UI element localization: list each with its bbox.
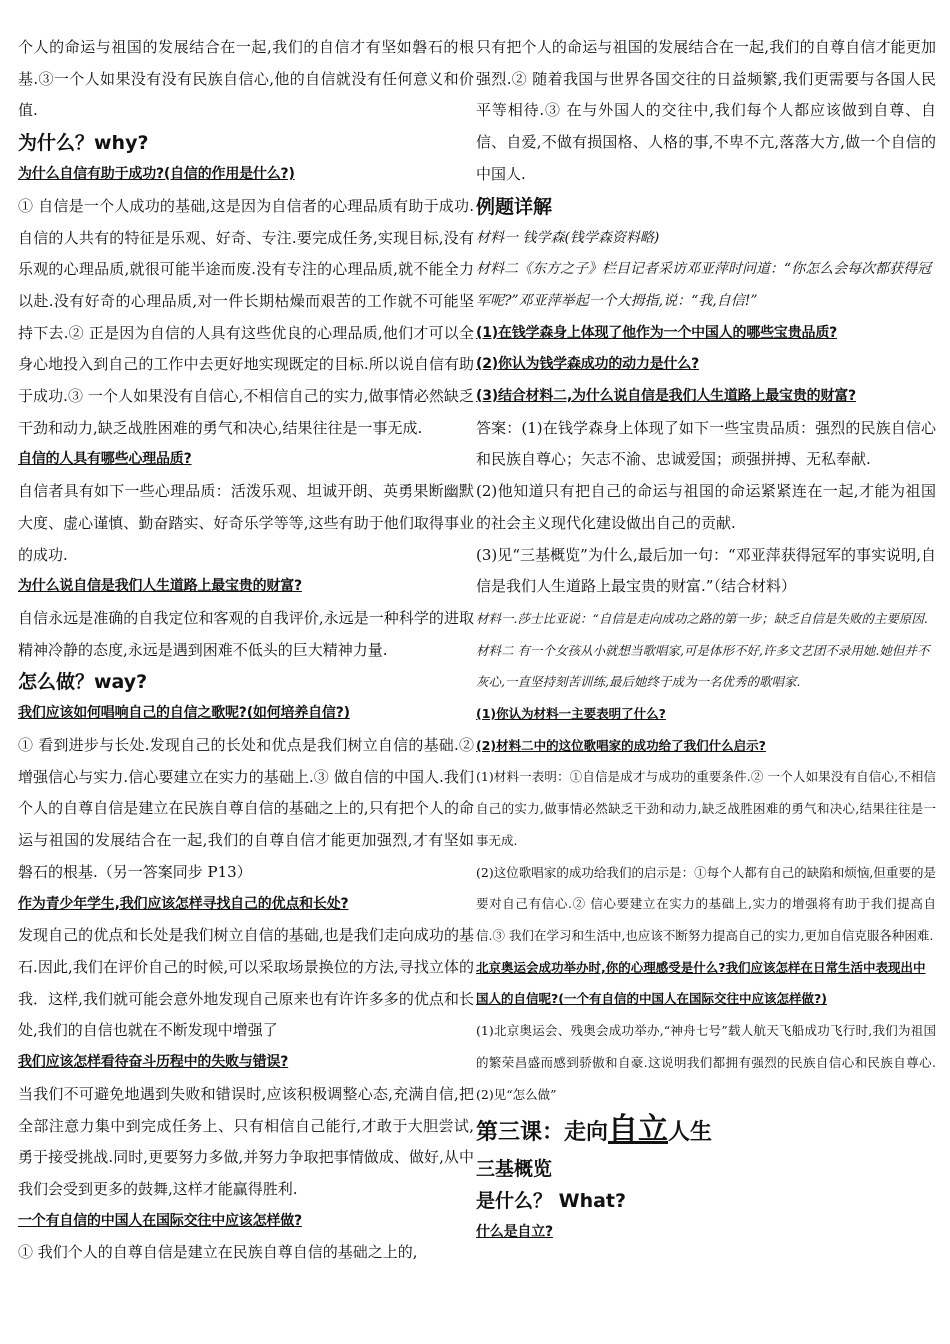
exercise-question: (1)在钱学森身上体现了他作为一个中国人的哪些宝贵品质? [476,324,838,341]
question-heading: 为什么说自信是我们人生道路上最宝贵的财富? [18,578,302,595]
overview-heading: 三基概览 [476,1158,553,1181]
question-heading: 我们应该怎样看待奋斗历程中的失败与错误? [18,1054,289,1071]
answer-paragraph: ① 我们个人的自尊自信是建立在民族自尊自信的基础之上的, [18,1243,418,1262]
material-text: 材料一 钱学森(钱学森资料略) [476,229,660,246]
answer-paragraph: 答案：(1)在钱学森身上体现了如下一些宝贵品质：强烈的民族自信心和民族自尊心；矢志不渝、忠诚爱国；顽强拼搏、无私奉献. [476,418,936,469]
material-text: 材料一.莎士比亚说：“自信是走向成功之路的第一步；缺乏自信是失败的主要原因. [476,610,928,626]
lesson-title [476,1110,936,1153]
exercise-question: (2)材料二中的这位歌唱家的成功给了我们什么启示? [476,737,766,753]
left-column [18,32,474,1269]
answer-paragraph: (2)他知道只有把自己的命运与祖国的命运紧紧连在一起,才能为祖国的社会主义现代化建设做出自己的贡献. [476,482,936,532]
continued-paragraph: 只有把个人的命运与祖国的发展结合在一起,我们的自尊自信才能更加强烈.② 随着我国与世界各国交往的日益频繁,我们更需要与各国人民平等相待.③ 在与外国人的交往中,我们每个人都应该做到自尊、自信、自爱,不做有损国格、人格的事,不卑不亢,落落大方,做一个自信的中国人. [476,38,936,183]
answer-paragraph: 自信者具有如下一些心理品质：活泼乐观、坦诚开朗、英勇果断幽默大度、虚心谨慎、勤奋踏实、好奇乐学等等,这些有助于他们取得事业的成功. [18,482,474,564]
answer-paragraph: (1)材料一表明：①自信是成才与成功的重要条件.② 一个人如果没有自信心,不相信自己的实力,做事情必然缺乏干劲和动力,缺乏战胜困难的勇气和决心,结果往往是一事无成. [476,769,936,848]
answer-paragraph: 自信永远是准确的自我定位和客观的自我评价,永远是一种科学的进取精神冷静的态度,永远是遇到困难不低头的巨大精神力量. [18,608,474,659]
right-column [476,32,936,1249]
lesson-title-keyword: 自立 [608,1112,669,1148]
lesson-title-suffix: 人生 [668,1120,713,1146]
how-heading: 怎么做？way? [18,671,148,694]
material-text: 材料二 有一个女孩从小就想当歌唱家,可是体形不好,许多文艺团不录用她.她但并不灰心,一直坚持刻苦训练,最后她终于成为一名优秀的歌唱家. [476,642,930,690]
question-heading: 什么是自立? [476,1224,553,1241]
answer-paragraph: ① 自信是一个人成功的基础,这是因为自信者的心理品质有助于成功.自信的人共有的特征是乐观、好奇、专注.要完成任务,实现目标,没有乐观的心理品质,就很可能半途而废.没有专注的心理品质,就不能全力以赴.没有好奇的心理品质,对一件长期枯燥而艰苦的工作就不可能坚持下去.② 正是因为自信的人具有这些优良的心理品质,他们才可以全身心地投入到自己的工作中去更好地实现既定的目标.所以说自信有助于成功.③ 一个人如果没有自信心,不相信自己的实力,做事情必然缺乏干劲和动力,缺乏战胜困难的勇气和决心,结果往往是一事无成. [18,196,474,437]
answer-paragraph: (1)北京奥运会、残奥会成功举办,“神舟七号”载人航天飞船成功飞行时,我们为祖国的繁荣昌盛而感到骄傲和自豪.这说明我们都拥有强烈的民族自信心和民族自尊心. (2)见“怎么做” [476,1023,936,1102]
intro-paragraph: 个人的命运与祖国的发展结合在一起,我们的自信才有坚如磐石的根基.③一个人如果没有没有民族自信心,他的自信就没有任何意义和价值. [18,38,474,120]
material-text: 材料二《东方之子》栏目记者采访邓亚萍时问道：“你怎么会每次都获得冠军呢?”邓亚萍举起一个大拇指,说：“我,自信!” [476,261,932,309]
exercise-question: 北京奥运会成功举办时,你的心理感受是什么?我们应该怎样在日常生活中表现出中国人的自信呢?(一个有自信的中国人在国际交往中应该怎样做?) [476,959,926,1007]
exercise-question: (2)你认为钱学森成功的动力是什么? [476,356,700,373]
what-heading: 是什么？ What? [476,1190,627,1213]
answer-paragraph: (3)见“三基概览”为什么,最后加一句：“邓亚萍获得冠军的事实说明,自信是我们人生道路上最宝贵的财富.”（结合材料） [476,545,936,596]
question-heading: 作为青少年学生,我们应该怎样寻找自己的优点和长处? [18,895,349,912]
question-heading: 一个有自信的中国人在国际交往中应该怎样做? [18,1212,302,1229]
exercise-question: (3)结合材料二,为什么说自信是我们人生道路上最宝贵的财富? [476,388,856,405]
question-heading: 我们应该如何唱响自己的自信之歌呢?(如何培养自信?) [18,705,350,722]
answer-paragraph: 发现自己的优点和长处是我们树立自信的基础,也是我们走向成功的基石.因此,我们在评价自己的时候,可以采取场景换位的方法,寻找立体的我．这样,我们就可能会意外地发现自己原来也有许许多多的优点和长处,我们的自信也就在不断发现中增强了 [18,926,474,1040]
why-heading: 为什么？why? [18,132,149,155]
lesson-title-prefix: 第三课：走向 [476,1120,609,1146]
example-heading: 例题详解 [476,195,553,218]
answer-paragraph: 当我们不可避免地遇到失败和错误时,应该积极调整心态,充满自信,把全部注意力集中到完成任务上、只有相信自己能行,才敢于大胆尝试,勇于接受挑战.同时,更要努力多做,并努力争取把事情做成、做好,从中我们会受到更多的鼓舞,这样才能赢得胜利. [18,1084,474,1198]
exercise-question: (1)你认为材料一主要表明了什么? [476,706,666,722]
answer-paragraph: (2)这位歌唱家的成功给我们的启示是：①每个人都有自己的缺陷和烦恼,但重要的是要对自己有信心.② 信心要建立在实力的基础上,实力的增强将有助于我们提高自信.③ 我们在学习和生活中,也应该不断努力提高自己的实力,更加自信克服各种困难. [476,864,936,943]
question-heading: 自信的人具有哪些心理品质? [18,451,192,468]
answer-paragraph: ① 看到进步与长处.发现自己的长处和优点是我们树立自信的基础.② 增强信心与实力.信心要建立在实力的基础上.③ 做自信的中国人.我们个人的自尊自信是建立在民族自尊自信的基础之上的,只有把个人的命运与祖国的发展结合在一起,我们的自尊自信才能更加强烈,才有坚如磐石的根基.（另一答案同步 P13） [18,736,474,881]
question-heading: 为什么自信有助于成功?(自信的作用是什么?) [18,166,295,183]
